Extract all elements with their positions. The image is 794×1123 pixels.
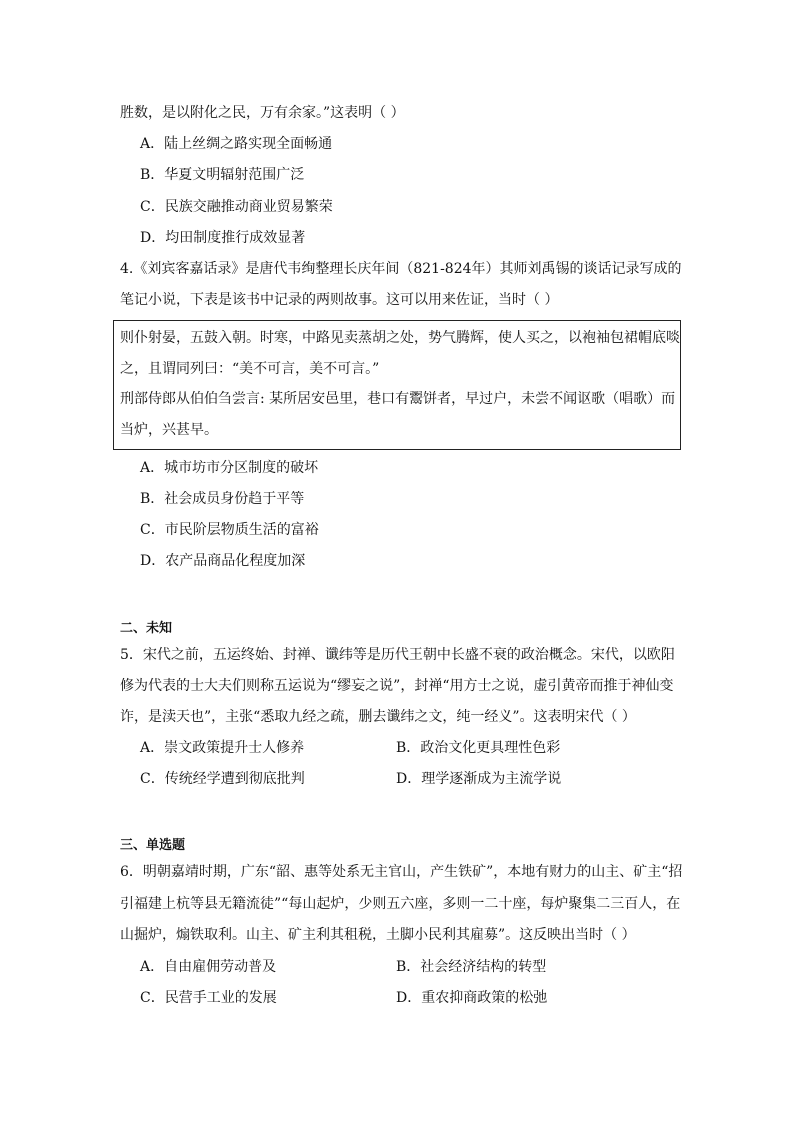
q4-option-d[interactable]: D．农产品商品化程度加深 <box>140 553 306 569</box>
q6-option-d[interactable]: D．重农抑商政策的松弛 <box>396 990 548 1006</box>
q6-stem-line-1: 6．明朝嘉靖时期，广东“韶、惠等处系无主官山，产生铁矿”，本地有财力的山主、矿主“招 <box>120 864 683 880</box>
q3-option-a[interactable]: A．陆上丝绸之路实现全面畅通 <box>140 136 333 152</box>
q4-stem-line-1: 4.《刘宾客嘉话录》是唐代韦绚整理长庆年间（821-824年）其师刘禹锡的谈话记录写成的 <box>120 261 682 277</box>
q3-option-c[interactable]: C．民族交融推动商业贸易繁荣 <box>140 199 333 215</box>
q4-quote-line-3: 刑部侍郎从伯伯刍尝言: 某所居安邑里，巷口有鬻饼者，早过户，未尝不闻讴歌（唱歌）而 <box>120 391 676 407</box>
q4-quote-line-2: 之，且谓同列曰：“美不可言，美不可言。” <box>120 361 380 377</box>
q5-stem-line-3: 诈，是渎天也”，主张“悉取九经之疏，删去谶纬之文，纯一经义”。这表明宋代（ ） <box>120 709 636 725</box>
section-2-heading: 二、未知 <box>120 621 173 636</box>
q6-option-b[interactable]: B．社会经济结构的转型 <box>396 959 547 975</box>
q4-option-a[interactable]: A．城市坊市分区制度的破坏 <box>140 460 319 476</box>
q5-option-d[interactable]: D．理学逐渐成为主流学说 <box>396 771 562 787</box>
q3-stem-end: 胜数，是以附化之民，万有余家。”这表明（ ） <box>120 105 405 121</box>
q6-stem-line-3: 山掘炉，煽铁取利。山主、矿主利其租税，土脚小民利其雇募”。这反映出当时（ ） <box>120 927 636 943</box>
q5-option-a[interactable]: A．崇文政策提升士人修养 <box>140 740 305 756</box>
q4-stem-line-2: 笔记小说，下表是该书中记录的两则故事。这可以用来佐证，当时（ ） <box>120 292 559 308</box>
q4-quote-line-4: 当炉，兴甚早。 <box>120 422 218 438</box>
q5-stem-line-2: 修为代表的士大夫们则称五运说为“缪妄之说”，封禅“用方士之说，虚引黄帝而推于神仙变 <box>120 678 674 694</box>
q4-quote-box <box>113 320 681 450</box>
q5-option-c[interactable]: C．传统经学遭到彻底批判 <box>140 771 305 787</box>
q3-option-d[interactable]: D．均田制度推行成效显著 <box>140 230 306 246</box>
q3-option-b[interactable]: B．华夏文明辐射范围广泛 <box>140 167 305 183</box>
q6-option-a[interactable]: A．自由雇佣劳动普及 <box>140 959 277 975</box>
q6-option-c[interactable]: C．民营手工业的发展 <box>140 990 277 1006</box>
q5-option-b[interactable]: B．政治文化更具理性色彩 <box>396 740 561 756</box>
section-3-heading: 三、单选题 <box>120 838 186 853</box>
q4-option-c[interactable]: C．市民阶层物质生活的富裕 <box>140 522 319 538</box>
q5-stem-line-1: 5．宋代之前，五运终始、封禅、谶纬等是历代王朝中长盛不衰的政治概念。宋代，以欧阳 <box>120 647 675 663</box>
q4-quote-line-1: 则仆射晏，五鼓入朝。时寒，中路见卖蒸胡之处，势气腾辉，使人买之，以袍袖包裙帽底啖 <box>120 330 680 346</box>
q6-stem-line-2: 引福建上杭等县无籍流徒”“每山起炉，少则五六座，多则一二十座，每炉聚集二三百人，在 <box>120 896 681 912</box>
q4-option-b[interactable]: B．社会成员身份趋于平等 <box>140 491 305 507</box>
